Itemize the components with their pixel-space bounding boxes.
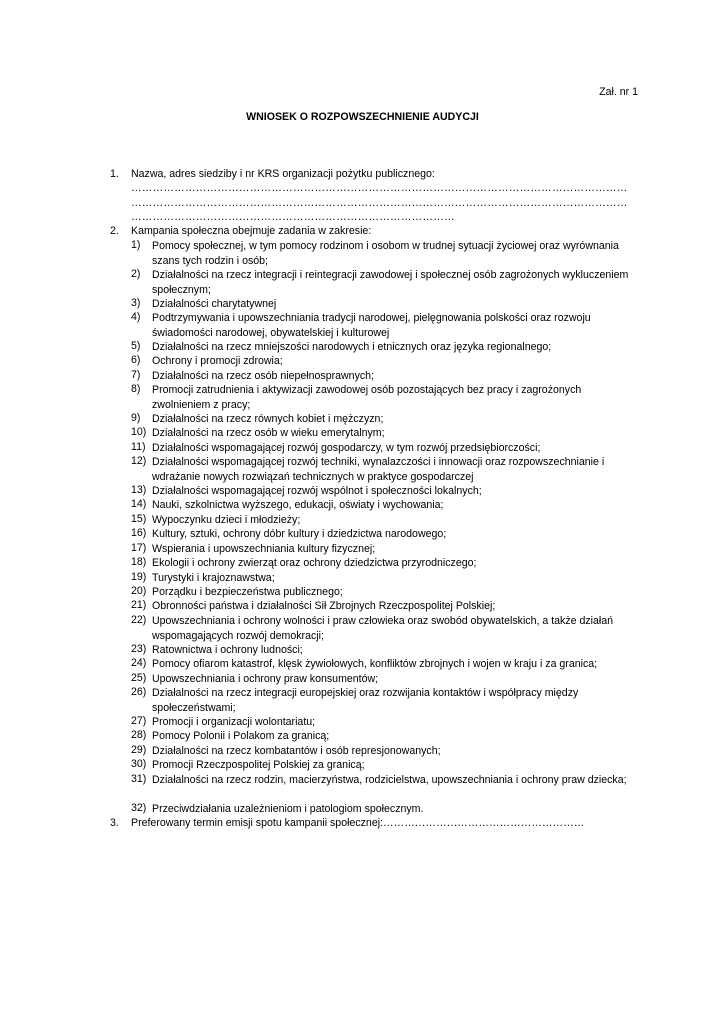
- item-text: Pomocy Polonii i Polakom za granicą;: [152, 730, 330, 742]
- item-text: Promocji i organizacji wolontariatu;: [152, 716, 316, 728]
- item-text: Upowszechniania i ochrony wolności i praw człowieka oraz swobód obywatelskich, a także działań wspomagających rozwój demokracji;: [152, 615, 614, 642]
- item-number: 11): [131, 441, 146, 453]
- section-2-number: 2.: [110, 225, 119, 237]
- item-text: Promocji zatrudnienia i aktywizacji zawodowej osób pozostających bez pracy i zagrożonych zwolnieniem z pracy;: [152, 384, 582, 411]
- item-text: Pomocy ofiarom katastrof, klęsk żywiołowych, konfliktów zbrojnych i wojen w kraju i za granica;: [152, 658, 598, 670]
- item-text: Ochrony i promocji zdrowia;: [152, 355, 283, 367]
- attachment-label: Zał. nr 1: [599, 86, 638, 98]
- item-text: Działalności charytatywnej: [152, 298, 277, 310]
- item-number: 4): [131, 311, 141, 323]
- item-text: Wspierania i upowszechniania kultury fizycznej;: [152, 543, 376, 555]
- item-number: 28): [131, 729, 147, 741]
- item-text: Działalności na rzecz mniejszości narodowych i etnicznych oraz języka regionalnego;: [152, 341, 552, 353]
- item-number: 26): [131, 686, 147, 698]
- item-number: 20): [131, 585, 147, 597]
- item-text: Działalności na rzecz równych kobiet i mężczyzn;: [152, 413, 384, 425]
- section-1-number: 1.: [110, 168, 119, 180]
- item-text: Turystyki i krajoznawstwa;: [152, 572, 275, 584]
- item-text: Działalności wspomagającej rozwój wspólnot i społeczności lokalnych;: [152, 485, 482, 497]
- item-number: 9): [131, 412, 141, 424]
- item-text: Upowszechniania i ochrony praw konsumentów;: [152, 673, 379, 685]
- item-number: 17): [131, 542, 147, 554]
- section-2-label: Kampania społeczna obejmuje zadania w zakresie:: [131, 225, 372, 237]
- item-number: 18): [131, 556, 147, 568]
- item-number: 1): [131, 239, 141, 251]
- item-text: Obronności państwa i działalności Sił Zbrojnych Rzeczpospolitej Polskiej;: [152, 600, 496, 612]
- item-number: 32): [131, 802, 147, 814]
- item-number: 23): [131, 643, 147, 655]
- item-text: Działalności wspomagającej rozwój techniki, wynalazczości i innowacji oraz rozpowszechnianie i wdrażanie nowych rozwiązań technicznych w praktyce gospodarczej: [152, 456, 605, 483]
- item-number: 29): [131, 744, 147, 756]
- item-text: Działalności na rzecz osób w wieku emerytalnym;: [152, 427, 385, 439]
- item-text: Nauki, szkolnictwa wyższego, edukacji, oświaty i wychowania;: [152, 499, 444, 511]
- item-number: 12): [131, 455, 147, 467]
- item-text: Działalności wspomagającej rozwój gospodarczy, w tym rozwój przedsiębiorczości;: [152, 442, 541, 454]
- item-number: 27): [131, 715, 147, 727]
- item-number: 10): [131, 426, 147, 438]
- item-text: Porządku i bezpieczeństwa publicznego;: [152, 586, 343, 598]
- item-number: 16): [131, 527, 147, 539]
- section-1-label: Nazwa, adres siedziby i nr KRS organizacji pożytku publicznego:: [131, 168, 435, 180]
- item-number: 3): [131, 297, 141, 309]
- section-1-fill-line-3: ………………………………………………………………………………: [131, 211, 455, 223]
- section-1-fill-line-1: …………………………………………………………………………………………………………………………: [131, 182, 628, 194]
- item-number: 2): [131, 268, 141, 280]
- item-text: Działalności na rzecz integracji i reintegracji zawodowej i społecznej osób zagrożonych wykluczeniem społecznym;: [152, 269, 629, 296]
- section-3-number: 3.: [110, 817, 119, 829]
- item-number: 22): [131, 614, 147, 626]
- item-text: Działalności na rzecz osób niepełnosprawnych;: [152, 370, 374, 382]
- item-text: Ekologii i ochrony zwierząt oraz ochrony dziedzictwa przyrodniczego;: [152, 557, 477, 569]
- item-number: 13): [131, 484, 147, 496]
- section-3-fill-line: …………………………………………………: [383, 817, 585, 829]
- item-number: 30): [131, 758, 147, 770]
- item-text: Podtrzymywania i upowszechniania tradycji narodowej, pielęgnowania polskości oraz rozwoju świadomości narodowej, obywatelskiej i kulturowej: [152, 312, 591, 339]
- item-number: 24): [131, 657, 147, 669]
- item-text: Promocji Rzeczpospolitej Polskiej za granicą;: [152, 759, 365, 771]
- item-number: 19): [131, 571, 147, 583]
- item-text: Wypoczynku dzieci i młodzieży;: [152, 514, 301, 526]
- item-number: 31): [131, 773, 147, 785]
- item-number: 7): [131, 369, 141, 381]
- section-3-label: Preferowany termin emisji spotu kampanii społecznej:: [131, 817, 384, 829]
- item-number: 8): [131, 383, 141, 395]
- item-text: Przeciwdziałania uzależnieniom i patologiom społecznym.: [152, 803, 424, 815]
- item-text: Kultury, sztuki, ochrony dóbr kultury i dziedzictwa narodowego;: [152, 528, 447, 540]
- item-number: 15): [131, 513, 147, 525]
- item-number: 14): [131, 498, 147, 510]
- item-number: 25): [131, 672, 147, 684]
- item-text: Działalności na rzecz kombatantów i osób represjonowanych;: [152, 745, 441, 757]
- document-title: WNIOSEK O ROZPOWSZECHNIENIE AUDYCJI: [246, 111, 479, 123]
- item-text: Ratownictwa i ochrony ludności;: [152, 644, 303, 656]
- section-3-line: [131, 817, 584, 829]
- item-number: 5): [131, 340, 141, 352]
- item-text: Działalności na rzecz rodzin, macierzyństwa, rodzicielstwa, upowszechniania i ochrony praw dziecka;: [152, 774, 627, 786]
- item-number: 21): [131, 599, 147, 611]
- item-text: Pomocy społecznej, w tym pomocy rodzinom i osobom w trudnej sytuacji życiowej oraz wyrównania szans tych rodzin i osób;: [152, 240, 619, 267]
- section-1-fill-line-2: …………………………………………………………………………………………………………………………: [131, 197, 628, 209]
- item-number: 6): [131, 354, 141, 366]
- item-text: Działalności na rzecz integracji europejskiej oraz rozwijania kontaktów i współpracy między społeczeństwami;: [152, 687, 579, 714]
